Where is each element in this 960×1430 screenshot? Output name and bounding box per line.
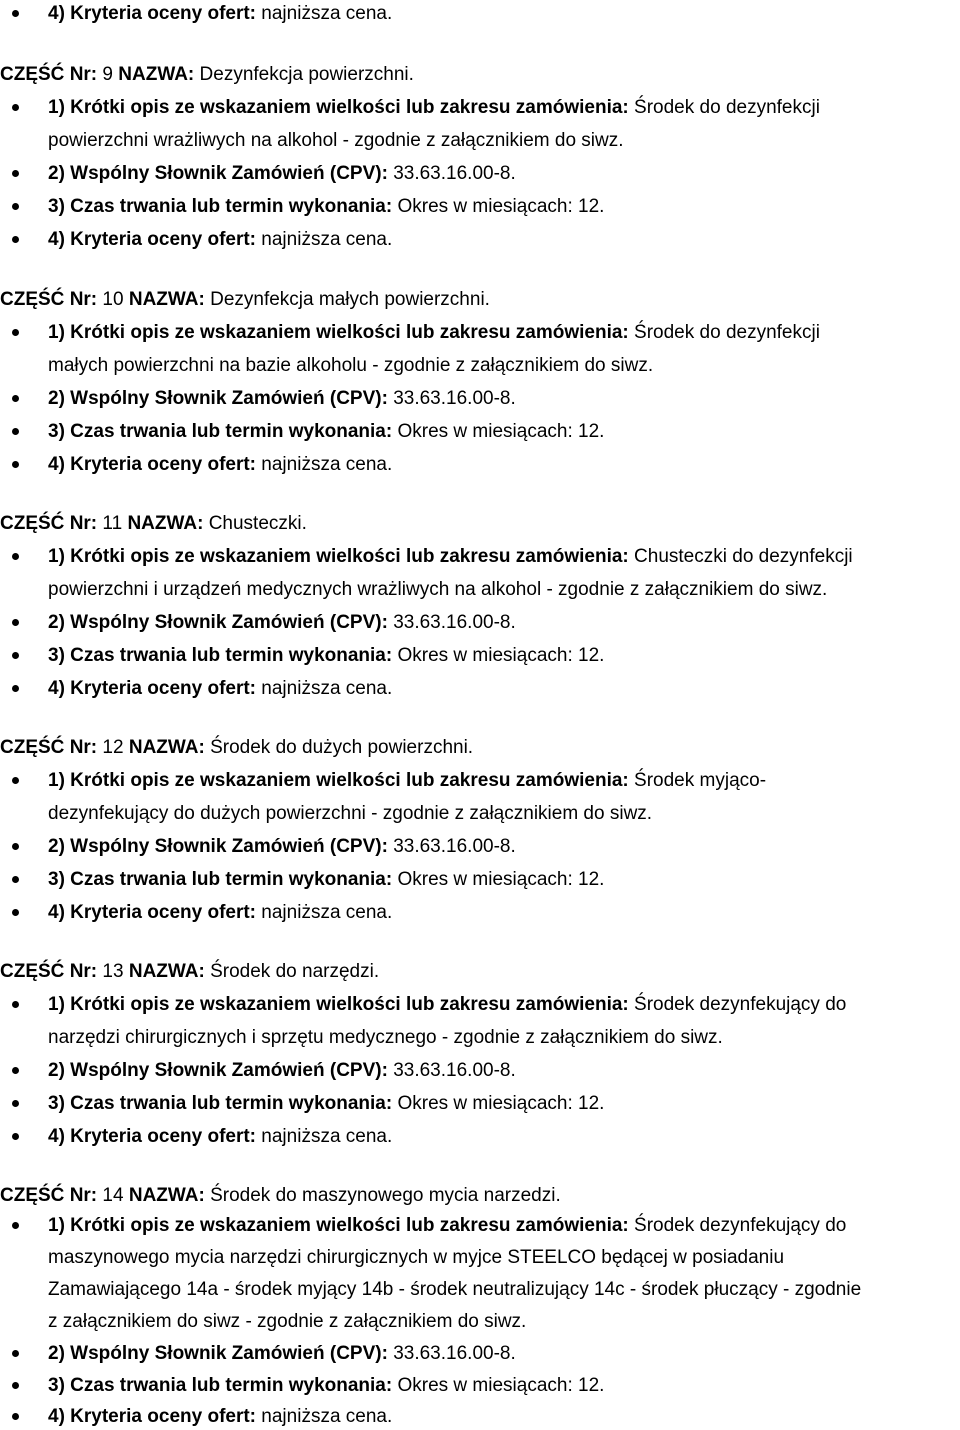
part-label: CZĘŚĆ: [0, 513, 65, 534]
description-line: [48, 1215, 846, 1237]
duration-line: [48, 1093, 604, 1115]
criteria-label: 4) Kryteria oceny ofert:: [48, 229, 257, 250]
cpv-value: 33.63.16.00-8.: [393, 612, 516, 633]
criteria-label: 4) Kryteria oceny ofert:: [48, 902, 257, 923]
cpv-line: [48, 612, 516, 634]
bullet-icon: [12, 843, 19, 850]
description-continuation: narzędzi chirurgicznych i sprzętu medycznego - zgodnie z załącznikiem do siwz.: [48, 1027, 723, 1048]
cpv-value: 33.63.16.00-8.: [393, 388, 516, 409]
criteria-line: [48, 229, 392, 251]
criteria-value: najniższa cena.: [261, 454, 393, 475]
cpv-label: 2) Wspólny Słownik Zamówień (CPV):: [48, 163, 388, 184]
part-heading: [0, 961, 379, 983]
description-continuation: z załącznikiem do siwz - zgodnie z załącznikiem do siwz.: [48, 1311, 527, 1332]
cpv-line: [48, 836, 516, 858]
name-label: NAZWA:: [128, 737, 205, 758]
description-text: Środek myjąco-: [634, 770, 767, 791]
nr-label: Nr:: [69, 961, 98, 982]
nr-label: Nr:: [69, 289, 98, 310]
bullet-icon: [12, 203, 19, 210]
duration-line: [48, 421, 604, 443]
duration-label: 3) Czas trwania lub termin wykonania:: [48, 645, 393, 666]
cpv-value: 33.63.16.00-8.: [393, 1343, 516, 1364]
bullet-icon: [12, 1100, 19, 1107]
description-continuation: Zamawiającego 14a - środek myjący 14b - środek neutralizujący 14c - środek płuczący - zgodnie: [48, 1279, 862, 1300]
part-label: CZĘŚĆ: [0, 289, 65, 310]
cpv-label: 2) Wspólny Słownik Zamówień (CPV):: [48, 612, 388, 633]
criteria-value: najniższa cena.: [261, 3, 393, 24]
cpv-line: [48, 163, 516, 185]
criteria-line: [48, 678, 392, 700]
description-text: Środek dezynfekujący do: [634, 1215, 847, 1236]
cpv-line: [48, 1343, 516, 1365]
part-label: CZĘŚĆ: [0, 737, 65, 758]
bullet-icon: [12, 1133, 19, 1140]
nr-label: Nr:: [69, 513, 98, 534]
criteria-value: najniższa cena.: [261, 229, 393, 250]
part-label: CZĘŚĆ: [0, 961, 65, 982]
bullet-icon: [12, 553, 19, 560]
part-number: 10: [102, 289, 124, 310]
cpv-label: 2) Wspólny Słownik Zamówień (CPV):: [48, 1060, 388, 1081]
duration-label: 3) Czas trwania lub termin wykonania:: [48, 1375, 393, 1396]
bullet-icon: [12, 1413, 19, 1420]
description-line: [48, 97, 820, 119]
cpv-line: [48, 388, 516, 410]
bullet-icon: [12, 1001, 19, 1008]
description-continuation: powierzchni i urządzeń medycznych wrażliwych na alkohol - zgodnie z załącznikiem do siwz.: [48, 579, 828, 600]
name-label: NAZWA:: [128, 289, 205, 310]
part-name: Środek do narzędzi.: [210, 961, 380, 982]
part-name: Chusteczki.: [208, 513, 307, 534]
description-label: 1) Krótki opis ze wskazaniem wielkości lub zakresu zamówienia:: [48, 770, 629, 791]
criteria-line: [48, 1406, 392, 1428]
criteria-value: najniższa cena.: [261, 1126, 393, 1147]
criteria-line: [48, 454, 392, 476]
duration-label: 3) Czas trwania lub termin wykonania:: [48, 869, 393, 890]
cpv-label: 2) Wspólny Słownik Zamówień (CPV):: [48, 1343, 388, 1364]
duration-line: [48, 645, 604, 667]
part-heading: [0, 513, 307, 535]
description-continuation: małych powierzchni na bazie alkoholu - zgodnie z załącznikiem do siwz.: [48, 355, 654, 376]
description-continuation: dezynfekujący do dużych powierzchni - zgodnie z załącznikiem do siwz.: [48, 803, 653, 824]
bullet-icon: [12, 1350, 19, 1357]
nr-label: Nr:: [69, 737, 98, 758]
part-number: 11: [102, 513, 123, 534]
duration-value: Okres w miesiącach: 12.: [397, 421, 605, 442]
part-label: CZĘŚĆ: [0, 64, 65, 85]
bullet-icon: [12, 876, 19, 883]
top-criteria-line: [48, 3, 392, 25]
criteria-value: najniższa cena.: [261, 1406, 393, 1427]
part-heading: [0, 737, 473, 759]
duration-line: [48, 869, 604, 891]
name-label: NAZWA:: [128, 961, 205, 982]
criteria-label: 4) Kryteria oceny ofert:: [48, 1126, 257, 1147]
bullet-icon: [12, 1382, 19, 1389]
description-label: 1) Krótki opis ze wskazaniem wielkości lub zakresu zamówienia:: [48, 97, 629, 118]
part-number: 13: [102, 961, 124, 982]
criteria-value: najniższa cena.: [261, 678, 393, 699]
description-label: 1) Krótki opis ze wskazaniem wielkości lub zakresu zamówienia:: [48, 994, 629, 1015]
part-name: Środek do maszynowego mycia narzedzi.: [210, 1185, 561, 1206]
bullet-icon: [12, 104, 19, 111]
criteria-label: 4) Kryteria oceny ofert:: [48, 678, 257, 699]
bullet-icon: [12, 236, 19, 243]
description-text: Środek do dezynfekcji: [634, 322, 820, 343]
part-number: 12: [102, 737, 124, 758]
part-heading: [0, 1185, 561, 1207]
duration-label: 3) Czas trwania lub termin wykonania:: [48, 196, 393, 217]
bullet-icon: [12, 909, 19, 916]
bullet-icon: [12, 10, 19, 17]
cpv-value: 33.63.16.00-8.: [393, 1060, 516, 1081]
description-line: [48, 770, 766, 792]
description-line: [48, 546, 853, 568]
name-label: NAZWA:: [128, 1185, 205, 1206]
criteria-line: [48, 902, 392, 924]
part-number: 14: [102, 1185, 124, 1206]
duration-line: [48, 196, 604, 218]
bullet-icon: [12, 395, 19, 402]
criteria-label: 4) Kryteria oceny ofert:: [48, 1406, 257, 1427]
criteria-label: 4) Kryteria oceny ofert:: [48, 3, 257, 24]
description-text: Chusteczki do dezynfekcji: [634, 546, 853, 567]
bullet-icon: [12, 619, 19, 626]
duration-label: 3) Czas trwania lub termin wykonania:: [48, 421, 393, 442]
description-continuation: maszynowego mycia narzędzi chirurgicznych w myjce STEELCO będącej w posiadaniu: [48, 1247, 785, 1268]
part-name: Dezynfekcja małych powierzchni.: [210, 289, 490, 310]
criteria-line: [48, 1126, 392, 1148]
bullet-icon: [12, 685, 19, 692]
name-label: NAZWA:: [118, 64, 195, 85]
duration-value: Okres w miesiącach: 12.: [397, 869, 605, 890]
duration-value: Okres w miesiącach: 12.: [397, 645, 605, 666]
nr-label: Nr:: [69, 64, 98, 85]
duration-value: Okres w miesiącach: 12.: [397, 1093, 605, 1114]
duration-label: 3) Czas trwania lub termin wykonania:: [48, 1093, 393, 1114]
cpv-line: [48, 1060, 516, 1082]
bullet-icon: [12, 1222, 19, 1229]
name-label: NAZWA:: [127, 513, 204, 534]
bullet-icon: [12, 652, 19, 659]
description-label: 1) Krótki opis ze wskazaniem wielkości lub zakresu zamówienia:: [48, 546, 629, 567]
bullet-icon: [12, 1067, 19, 1074]
cpv-label: 2) Wspólny Słownik Zamówień (CPV):: [48, 388, 388, 409]
bullet-icon: [12, 170, 19, 177]
duration-value: Okres w miesiącach: 12.: [397, 1375, 605, 1396]
criteria-value: najniższa cena.: [261, 902, 393, 923]
description-line: [48, 322, 820, 344]
cpv-value: 33.63.16.00-8.: [393, 836, 516, 857]
part-heading: [0, 64, 414, 86]
part-heading: [0, 289, 490, 311]
description-line: [48, 994, 846, 1016]
duration-line: [48, 1375, 604, 1397]
part-name: Dezynfekcja powierzchni.: [199, 64, 414, 85]
description-label: 1) Krótki opis ze wskazaniem wielkości lub zakresu zamówienia:: [48, 322, 629, 343]
nr-label: Nr:: [69, 1185, 98, 1206]
cpv-value: 33.63.16.00-8.: [393, 163, 516, 184]
bullet-icon: [12, 777, 19, 784]
description-text: Środek do dezynfekcji: [634, 97, 820, 118]
description-label: 1) Krótki opis ze wskazaniem wielkości lub zakresu zamówienia:: [48, 1215, 629, 1236]
bullet-icon: [12, 329, 19, 336]
description-continuation: powierzchni wrażliwych na alkohol - zgodnie z załącznikiem do siwz.: [48, 130, 624, 151]
bullet-icon: [12, 461, 19, 468]
duration-value: Okres w miesiącach: 12.: [397, 196, 605, 217]
part-label: CZĘŚĆ: [0, 1185, 65, 1206]
part-number: 9: [102, 64, 113, 85]
description-text: Środek dezynfekujący do: [634, 994, 847, 1015]
part-name: Środek do dużych powierzchni.: [210, 737, 474, 758]
criteria-label: 4) Kryteria oceny ofert:: [48, 454, 257, 475]
cpv-label: 2) Wspólny Słownik Zamówień (CPV):: [48, 836, 388, 857]
bullet-icon: [12, 428, 19, 435]
